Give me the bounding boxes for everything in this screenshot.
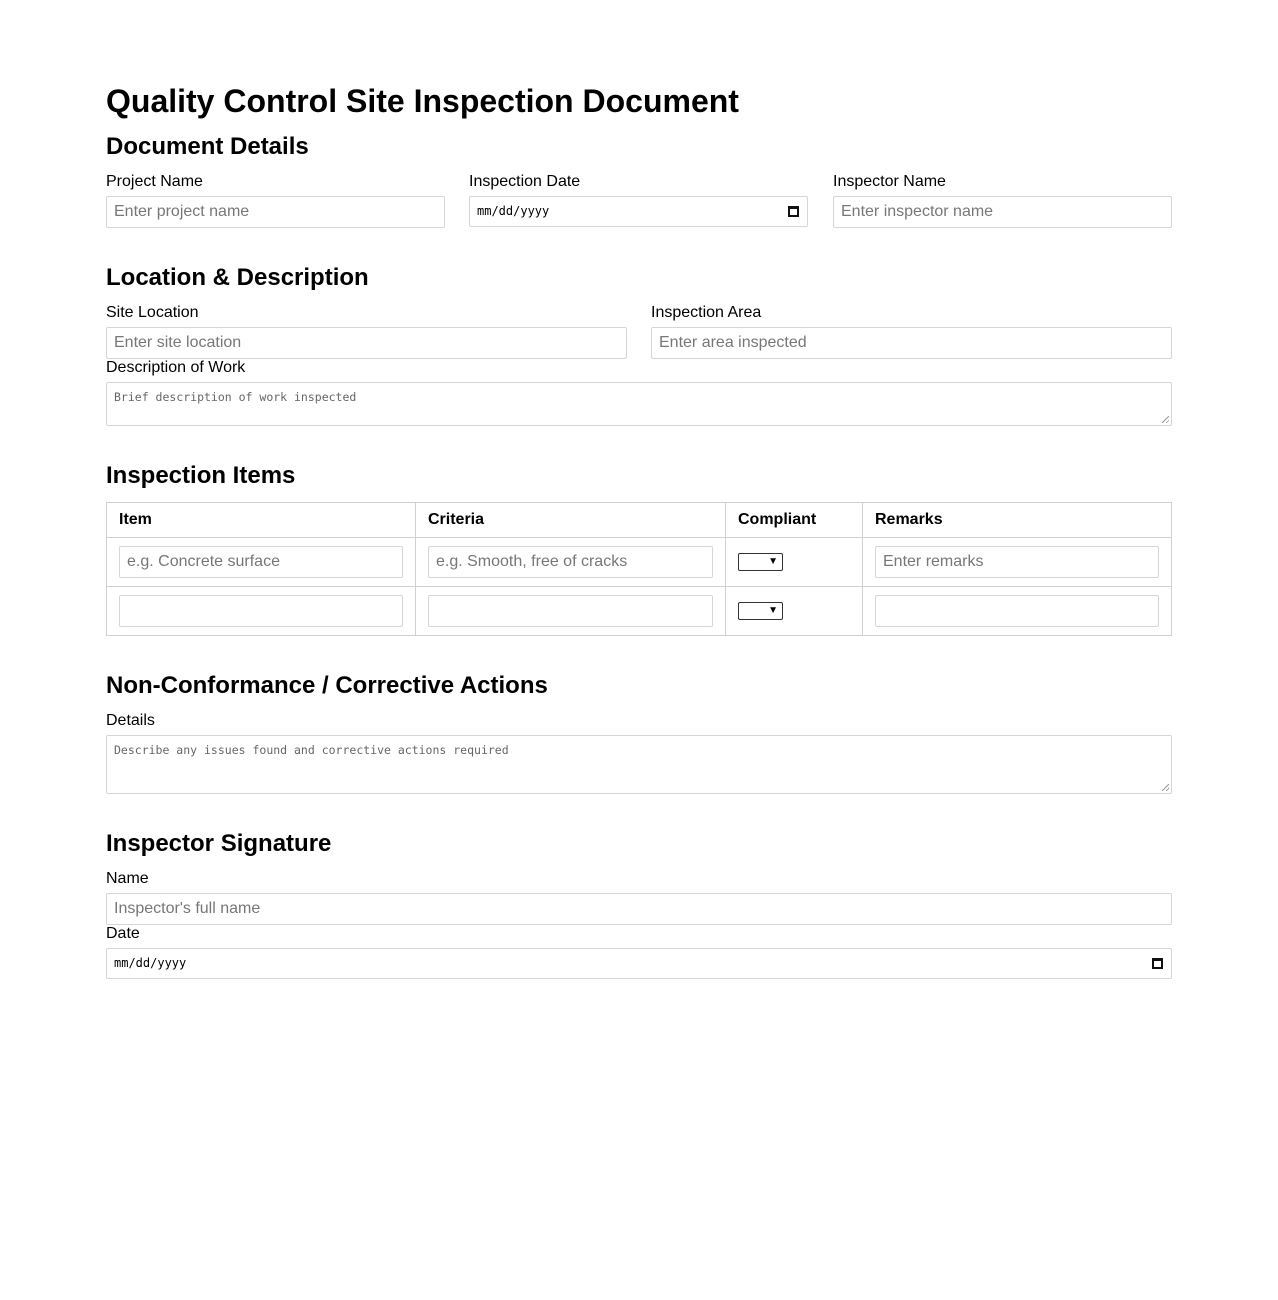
details-textarea[interactable] [106,735,1172,794]
inspection-area-input[interactable]: Enter area inspected [651,327,1172,359]
signature-date-input[interactable] [106,948,1172,979]
resize-handle-icon[interactable] [1162,784,1169,791]
description-label: Description of Work [106,359,246,376]
table-row [107,587,1172,636]
column-header-criteria: Criteria [416,503,726,538]
compliant-select[interactable] [738,553,783,571]
inspection-date-input[interactable] [469,196,808,227]
column-header-remarks: Remarks [863,503,1172,538]
section-heading-nonconformance: Non-Conformance / Corrective Actions [106,672,548,699]
resize-handle-icon[interactable] [1162,416,1169,423]
column-header-item: Item [107,503,416,538]
details-placeholder: Describe any issues found and corrective actions required [114,743,509,757]
project-name-label: Project Name [106,173,203,190]
inspection-items-table [106,502,1172,636]
section-heading-location: Location & Description [106,264,369,291]
signature-name-input[interactable]: Inspector's full name [106,893,1172,925]
signature-date-label: Date [106,925,140,942]
project-name-input[interactable]: Enter project name [106,196,445,228]
details-label: Details [106,712,155,729]
criteria-input[interactable] [428,595,713,627]
item-input[interactable]: e.g. Concrete surface [119,546,403,578]
chevron-down-icon: ▼ [768,556,778,567]
inspection-area-label: Inspection Area [651,304,762,321]
page-title: Quality Control Site Inspection Document [106,83,739,119]
signature-name-label: Name [106,870,149,887]
section-heading-inspection-items: Inspection Items [106,462,296,489]
inspection-date-label: Inspection Date [469,173,581,190]
site-location-input[interactable]: Enter site location [106,327,627,359]
calendar-icon[interactable] [1152,958,1163,969]
calendar-icon[interactable] [788,206,799,217]
date-placeholder: mm/dd/yyyy [477,204,550,218]
site-location-label: Site Location [106,304,199,321]
item-input[interactable] [119,595,403,627]
criteria-input[interactable]: e.g. Smooth, free of cracks [428,546,713,578]
inspector-name-label: Inspector Name [833,173,946,190]
description-placeholder: Brief description of work inspected [114,390,357,404]
table-row [107,538,1172,587]
chevron-down-icon: ▼ [768,605,778,616]
section-heading-signature: Inspector Signature [106,830,332,857]
remarks-input[interactable]: Enter remarks [875,546,1159,578]
inspector-name-input[interactable]: Enter inspector name [833,196,1172,228]
section-heading-document-details: Document Details [106,133,309,160]
column-header-compliant: Compliant [726,503,863,538]
table-header-row [107,503,1172,538]
description-textarea[interactable] [106,382,1172,426]
date-placeholder: mm/dd/yyyy [114,956,187,970]
remarks-input[interactable] [875,595,1159,627]
compliant-select[interactable] [738,602,783,620]
